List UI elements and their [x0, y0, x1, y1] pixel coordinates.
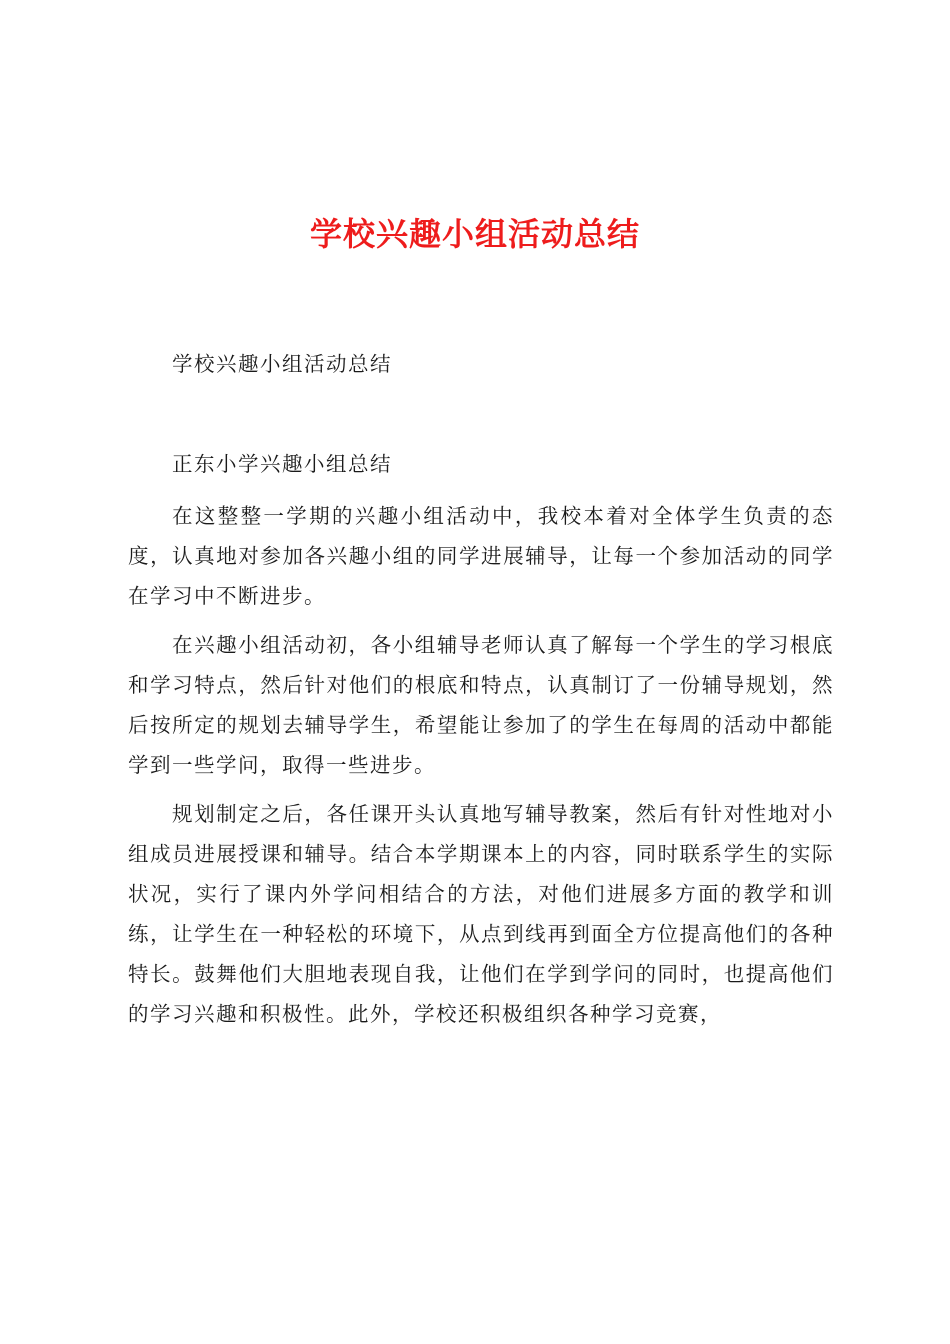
paragraph: 规划制定之后，各任课开头认真地写辅导教案，然后有针对性地对小组成员进展授课和辅导。结合本学期课本上的内容，同时联系学生的实际状况，实行了课内外学问相结合的方法，对他们进展多方面的教学和训练，让学生在一种轻松的环境下，从点到线再到面全方位提高他们的各种特长。鼓舞他们大胆地表现自我，让他们在学到学问的同时，也提高他们的学习兴趣和积极性。此外，学校还积极组织各种学习竞赛， — [128, 802, 834, 1026]
paragraph: 在这整整一学期的兴趣小组活动中，我校本着对全体学生负责的态度，认真地对参加各兴趣小组的同学进展辅导，让每一个参加活动的同学在学习中不断进步。 — [128, 504, 834, 608]
document-title: 学校兴趣小组活动总结 — [309, 215, 640, 253]
school-heading: 正东小学兴趣小组总结 — [172, 452, 392, 476]
paragraph: 在兴趣小组活动初，各小组辅导老师认真了解每一个学生的学习根底和学习特点，然后针对他们的根底和特点，认真制订了一份辅导规划，然后按所定的规划去辅导学生，希望能让参加了的学生在每周的活动中都能学到一些学问，取得一些进步。 — [128, 633, 834, 777]
document-subtitle: 学校兴趣小组活动总结 — [172, 352, 392, 376]
document-body — [128, 496, 834, 1034]
